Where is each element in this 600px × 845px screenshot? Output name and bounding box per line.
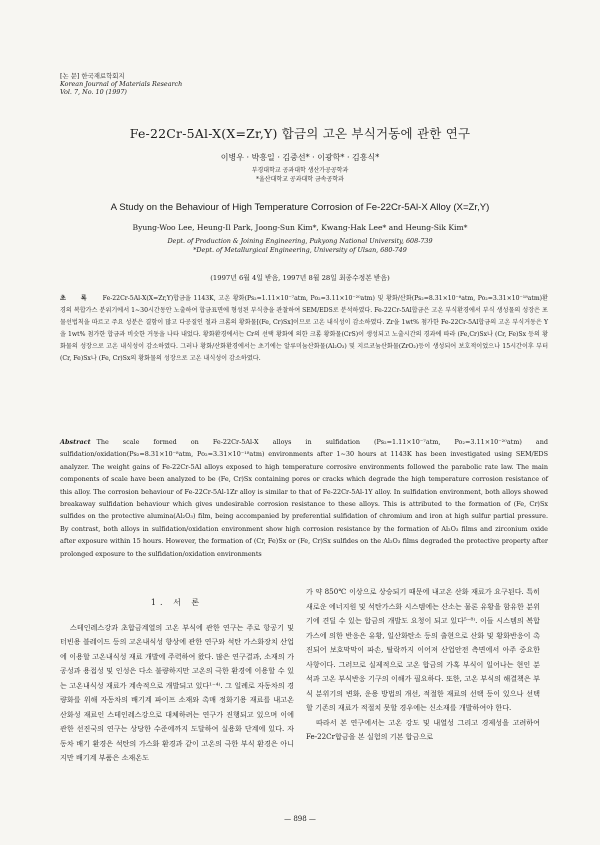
abstract-korean: [60, 293, 548, 364]
left-column: [60, 596, 294, 766]
abstract-english-label: Abstract: [60, 438, 91, 446]
journal-volume: Vol. 7, No. 10 (1997): [60, 88, 127, 97]
journal-header: [60, 72, 182, 97]
affiliation-en-1: Dept. of Production & Joining Engineering, Pukyong National University, 608-739: [167, 237, 433, 245]
journal-name-ko: [논 문] 한국재료학회지: [60, 72, 125, 80]
abstract-korean-text: Fe-22Cr-5Al-X(X=Zr,Y)합금을 1143K, 고온 황화(Ps₂=1.11×10⁻⁷atm, Po₂=3.11×10⁻²⁰atm) 및 황화/산화(Ps₂=8.31×10⁻⁸atm, Po₂=3.31×10⁻¹⁸atm)환경의 복합가스 분위기에서 1~30시간동안 노출하여 합금표면에 형성된 부식층을 관찰하여 SEM/EDS로 분석하였다. Fe-22Cr-5Al합금은 고온 부식환경에서 부식 생성물의 성장은 포물선법칙을 따르고 주요 성분은 결함이 많고 다공질인 철과 크롬의 황화물[(Fe, Cr)Sx]이므로 고온 내식성이 감소하였다. Zr을 1wt% 첨가한 Fe-22Cr-5Al합금의 고온 부식거동은 Y을 1wt% 첨가한 합금과 비슷한 거동을 나타 내었다. 황화환경에서는 Cr의 선택 황화에 의한 크롬 황화물(CrS)이 생성되고 노출시간의 경과에 따라 (Fe,Cr)Sx나 (Cr, Fe)Sx 등의 황화물의 성장으로 고온 내식성이 감소하였다. 그러나 황화/산화환경에서는 초기에는 알루미늄산화물(Al₂O₃) 및 지르코늄산화물(ZrO₂)등이 생성되어 보호적이었으나 15시간이후 부터 (Cr, Fe)Sx나 (Fe, Cr)Sx의 황화물의 성장으로 고온 내식성이 감소하였다.: [60, 295, 548, 362]
affiliations-english: [0, 237, 600, 256]
received-dates: (1997년 6월 4일 받음, 1997년 8월 28일 최종수정본 받음): [210, 274, 390, 282]
affiliation-ko-1: 부경대학교 공과대학 생산가공공학과: [251, 167, 349, 174]
affiliation-ko-2: *울산대학교 공과대학 금속공학과: [256, 175, 344, 183]
authors-korean: 이병우 · 박흥일 · 김중선* · 이광학* · 김흥식*: [220, 153, 380, 162]
left-column-paragraph: 스테인레스강과 초합금계열의 고온 부식에 관한 연구는 주로 항공기 및 터빈용 블레이드 등의 고온내식성 향상에 관한 연구와 석탄 가스화장치 산업에 이용할 고온내식성 재료 개발에 주력하여 왔다. 많은 연구결과, 소재의 가공성과 용접성 및 인성은 다소 불량하지만 고온의 극한 환경에 이용할 수 있는 고온내식성 재료가 계속적으로 개발되고 있다¹⁻⁴⁾. 그 일례로 자동차의 경량화를 위해 자동차의 배기계 파이프 소재와 촉매 정화기용 재료를 내고온 산화성 재료인 스테인레스강으로 대체하려는 연구가 진행되고 있으며 이에 관한 선진국의 연구는 상당한 수준에까지 도달하여 실용화 단계에 있다. 자동차 배기 환경은 석탄의 가스화 환경과 같이 고온의 극한 부식 환경은 아니지만 배기계 부품은 소재온도: [60, 622, 294, 762]
section-heading-introduction: 1. 서 론: [150, 598, 204, 607]
right-column-paragraph-1: 가 약 850℃ 이상으로 상승되기 때문에 내고온 산화 재료가 요구된다. 특히 새로운 에너지원 및 석탄가스화 시스템에는 산소는 물론 유황을 함유한 분위기에 견딜 수 있는 합금의 개발도 요청이 되고 있다⁵⁻⁸⁾. 이들 시스템의 복합가스에 의한 반응은 유황, 일산화탄소 등의 출현으로 산화 및 황화반응이 촉진되어 보호막막이 파손, 탈락까지 이어져 산업안전 측면에서 아주 중요한 사항이다. 그러므로 실제적으로 고온 합금의 가혹 부식이 일어나는 현인 분석과 고온 부식반응 기구의 이해가 필요하다. 또한, 고온 부식의 해결책은 부식 분위기의 변화, 운용 방법의 개선, 적절한 재료의 선택 등이 있으나 선택할 기존의 재료가 적절치 못할 경우에는 신소재를 개발하여야 한다.: [306, 587, 540, 712]
affiliations-korean: [0, 167, 600, 184]
title-english: A Study on the Behaviour of High Temperature Corrosion of Fe-22Cr-5Al-X Alloy (X=Zr,Y): [110, 202, 490, 213]
right-column-paragraph-2: 따라서 본 연구에서는 고온 강도 및 내열성 그리고 경제성을 고려하여 Fe-22Cr합금을 본 실험의 기본 합금으로: [306, 717, 540, 741]
abstract-english-text: The scale formed on Fe-22Cr-5Al-X alloys in sulfidation (Ps₂=1.11×10⁻⁷atm, Po₂=3.11×10⁻²⁰atm) and sulfidation/oxidation(Ps₂=8.31×10⁻⁸atm, Po₂=3.31×10⁻¹⁸atm) environments after 1~30 hours at 1143K has been investigated using SEM/EDS analyzer. The weight gains of Fe-22Cr-5Al alloys exposed to high temperature corrosive environments followed the parabolic rate law. The main components of scale have been analyzed to be (Fe, Cr)Sx containing pores or cracks which degrade the high temperature corrosion resistance of this alloy. The corrosion behaviour of Fe-22Cr-5Al-1Zr alloy is similar to that of Fe-22Cr-5Al-1Y alloy. In sulfidation environment, both alloys showed breakaway sulfidation behaviour which gives undesirable corrosion resistance to these alloys. This is attributed to the formation of (Fe, Cr)Sx sulfides on the protective alumina(Al₂O₃) film, being accompanied by preferential sulfidation of chromium and iron at high sulfur partial pressure. By contrast, both alloys in sulfidation/oxidation environment show high corrosion resistance by the formation of Al₂O₃ films and zirconium oxide after exposure within 15 hours. However, the formation of (Cr, Fe)Sx or (Fe, Cr)Sx sulfides on the Al₂O₃ films degraded the protective property after prolonged exposure to the sulfidation/oxidation environments: [60, 438, 548, 558]
abstract-korean-label: 초 록: [60, 295, 93, 302]
authors-english: Byung-Woo Lee, Heung-Il Park, Joong-Sun Kim*, Kwang-Hak Lee* and Heung-Sik Kim*: [132, 223, 468, 232]
affiliation-en-2: *Dept. of Metallurgical Engineering, University of Ulsan, 680-749: [193, 246, 407, 255]
page-number: — 898 —: [284, 815, 316, 823]
right-column: [306, 585, 540, 745]
title-korean: Fe-22Cr-5Al-X(X=Zr,Y) 합금의 고온 부식거동에 관한 연구: [129, 126, 471, 141]
journal-name-en: Korean Journal of Materials Research: [60, 80, 183, 89]
abstract-english: [60, 436, 548, 560]
